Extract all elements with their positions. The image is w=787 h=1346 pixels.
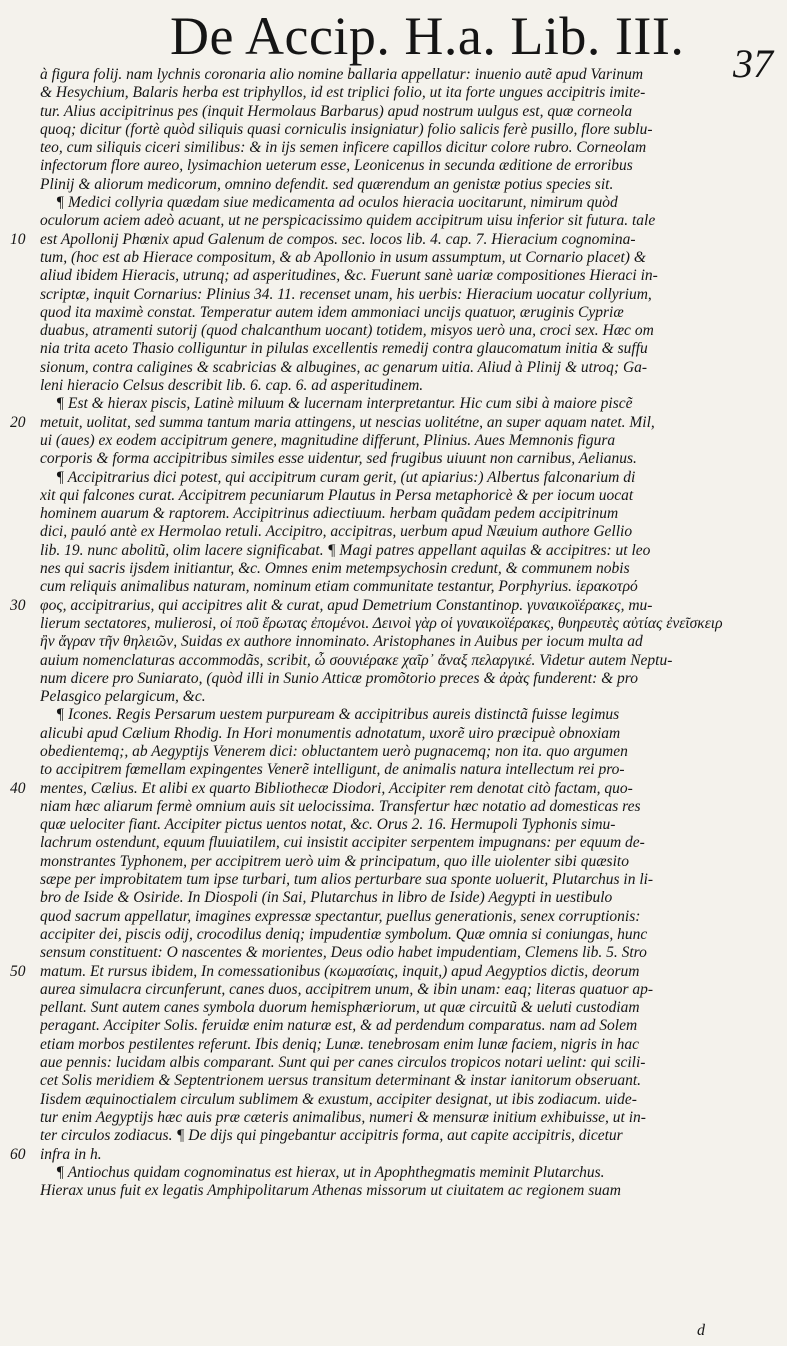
text-line: obedientemq;, ab Aegyptijs Venerem dici: obluctantem uerò pugnacemq; non ita. quo argumen xyxy=(40,742,628,760)
text-line: to accipitrem fœmellam expingentes Venerẽ intelligunt, de animalis natura intellectum rei pro- xyxy=(40,761,625,779)
text-line: matum. Et rursus ibidem, In comessationibus (κωμασίαις, inquit,) apud Aegyptios dictis, deorum xyxy=(40,962,640,980)
text-line: Plinij & aliorum medicorum, omnino defendit. sed quærendum an genistæ potius species sit. xyxy=(40,175,614,193)
signature-mark: d xyxy=(697,1322,705,1339)
text-line: quæ uelociter fiant. Accipiter pictus uentos notat, &c. Orus 2. 16. Hermupoli Typhonis simu- xyxy=(40,816,616,834)
text-line: ¶ Icones. Regis Persarum uestem purpuream & accipitribus aureis distinctã fuisse legimus xyxy=(56,706,620,724)
text-line: est Apollonij Phœnix apud Galenum de compos. sec. locos lib. 4. cap. 7. Hieracium cognomina- xyxy=(40,230,636,248)
text-line: quoq; dicitur (fortè quòd siliquis quasi corniculis insigniatur) folio salicis ferè pusillo, flore sublu- xyxy=(40,120,653,138)
text-line: lierum sectatores, mulierosi, οἱ ποῦ ἔρωτας ἐπομένοι. Δεινοὶ γὰρ οἱ γυναικοϊέρακες, θυηρευτὲς αὐτίας ἐνεῖσκειρ xyxy=(40,614,723,632)
text-line: auium nomenclaturas accommodãs, scribit, ὦ σουνιέρακε χαῖρ᾽ ἄναξ πελαργικέ. Videtur autem Neptu- xyxy=(40,651,673,669)
text-line: cet Solis meridiem & Septentrionem uersus transitum determinant & instar ianitorum obseruant. xyxy=(40,1072,642,1090)
text-line: φος, accipitrarius, qui accipitres alit & curat, apud Demetrium Constantinop. γυναικοϊέρακες, mu- xyxy=(40,596,653,614)
text-line: nia trita aceto Thasio colliguntur in pilulas excellentis remedij contra glaucomatum initia & suffu xyxy=(40,340,648,358)
text-line: Pelasgico pelargicum, &c. xyxy=(40,688,206,706)
text-line: à figura folij. nam lychnis coronaria alio nomine ballaria appellatur: inuenio autẽ apud Varinum xyxy=(40,66,644,83)
text-line: ¶ Antiochus quidam cognominatus est hierax, ut in Apophthegmatis meminit Plutarchus. xyxy=(56,1163,605,1181)
text-line: corporis & forma accipitribus similes esse uidentur, sed frugibus uiuunt non carnibus, Aelianus. xyxy=(40,450,637,468)
text-line: Iisdem æquinoctialem circulum sublimem & exustum, accipiter designat, ut ibis zodiacum. uide- xyxy=(40,1090,637,1108)
text-line: bro de Iside & Osiride. In Diospoli (in Sai, Plutarchus in libro de Iside) Aegypti in uestibulo xyxy=(40,889,613,907)
text-line: peragant. Accipiter Solis. feruidæ enim naturæ est, & ad perdendum comparatus. nam ad Solem xyxy=(40,1017,638,1035)
text-line: aurea simulacra circunferunt, canes duos, accipitrem unum, & ibin unam: eaq; literas quatuor ap- xyxy=(40,980,654,998)
margin-line-number: 40 xyxy=(10,779,26,797)
text-line: metuit, uolitat, sed summa tantum maria attingens, ut nescias uolitétne, an super aquam natet. Mil, xyxy=(40,413,655,431)
text-line: scriptæ, inquit Cornarius: Plinius 34. 11. recenset unam, his uerbis: Hieracium uocatur collyrium, xyxy=(40,285,652,303)
text-line: ¶ Est & hierax piscis, Latinè miluum & lucernam interpretantur. Hic cum sibi à maiore piscẽ xyxy=(56,395,633,413)
margin-line-number: 60 xyxy=(10,1145,26,1163)
text-line: mentes, Cælius. Et alibi ex quarto Bibliothecæ Diodori, Accipiter rem denotat citò factam, quo- xyxy=(40,779,633,797)
text-line: leni hieracio Celsus describit lib. 6. cap. 6. ad asperitudinem. xyxy=(40,377,424,395)
margin-line-number: 20 xyxy=(10,413,26,431)
text-line: Hierax unus fuit ex legatis Amphipolitarum Athenas missorum ut ciuitatem ac regionem suam xyxy=(40,1182,621,1200)
text-line: accipiter dei, piscis odij, crocodilus deniq; impudentiæ symbolum. Quæ omnia si coniungas, hunc xyxy=(40,925,648,943)
body-text xyxy=(40,66,775,1200)
text-line: aue pennis: lucidam albis comparant. Sunt qui per canes circulos tropicos notari uelint: qui scili- xyxy=(40,1054,646,1072)
text-line: sionum, contra caligines & scabricias & albugines, ac genarum uitia. Aliud à Plinij & utroq; Ga- xyxy=(40,358,648,376)
text-line: tum, (hoc est ab Hierace compositum, & ab Apollonio in usum assumptum, ut Cornario placet) & xyxy=(40,248,646,266)
text-line: nes qui sacris ijsdem initiantur, &c. Omnes enim metempsychosin credunt, & communem nobis xyxy=(40,560,630,578)
text-line: tur enim Aegyptijs hæc auis præ cæteris animalibus, numeri & mensuræ initium exhibuisse, ut in- xyxy=(40,1108,646,1126)
text-line: ¶ Medici collyria quædam siue medicamenta ad oculos hieracia uocitarunt, nimirum quòd xyxy=(56,194,618,212)
text-line: teo, cum siliquis ciceri similibus: & in ijs semen inficere capillos dicitur colore rubro. Corneolam xyxy=(40,139,647,157)
text-line: lib. 19. nunc abolitũ, olim lacere significabat. ¶ Magi patres appellant aquilas & accipitres: ut leo xyxy=(40,541,651,559)
text-line: quod ita maximè constat. Temperatur autem idem ammoniaci uncijs quatuor, æruginis Cypriæ xyxy=(40,303,624,321)
text-line: sensum constituent: O nascentes & morientes, Deus odio habet impudentiam, Clemens lib. 5. Stro xyxy=(40,944,647,962)
text-line: infectorum flore aureo, lysimachion ueterum esse, Leonicenus in secunda æditione de erroribus xyxy=(40,157,633,175)
text-line: tur. Alius accipitrinus pes (inquit Hermolaus Barbarus) apud nostrum uulgus est, quæ corneola xyxy=(40,102,633,120)
text-line: monstrantes Typhonem, per accipitrem uerò uim & principatum, quo ille uiolenter sibi quæsito xyxy=(40,852,629,870)
text-line: pellant. Sunt autem canes symbola duorum hemisphæriorum, ut quæ circuitũ & ueluti custodiam xyxy=(40,999,640,1017)
text-line: sæpe per improbitatem tum ipse turbari, tum alios perturbare sua sponte uoluerit, Plutarchus in li- xyxy=(40,871,654,889)
text-line: hominem auarum & raptorem. Accipitrinus adiectiuum. herbam quãdam pedem accipitrinum xyxy=(40,505,619,523)
text-line: etiam morbos pestilentes referunt. Ibis deniq; Lunæ. tenebrosam enim lunæ faciem, nigris in hac xyxy=(40,1035,639,1053)
text-line: num dicere pro Suniarato, (quòd illi in Sunio Atticæ promõtorio preces & ἀρὰς funderent: & pro xyxy=(40,669,639,687)
text-line: & Hesychium, Balaris herba est triphyllos, id est triplici folio, ut ita forte ungues accipitris imite- xyxy=(40,84,646,102)
text-line: duabus, atramenti sutorij (quod chalcanthum uocant) totidem, misyos uerò una, croci sex. Hæc om xyxy=(40,322,654,340)
text-line: ¶ Accipitrarius dici potest, qui accipitrum curam gerit, (ut apiarius:) Albertus falconarium di xyxy=(56,468,636,486)
text-line: alicubi apud Cælium Rhodig. In Hori monumentis adnotatum, uxorẽ uiro præcipuè obnoxiam xyxy=(40,724,621,742)
text-line: xit qui falcones curat. Accipitrem pecuniarum Plautus in Persa metaphoricè & per iocum uocat xyxy=(40,486,634,504)
text-line: lachrum ostendunt, equum fluuiatilem, cui insistit accipiter serpentem impugnans: per equum de- xyxy=(40,834,645,852)
text-line: dici, pauló antè ex Hermolao retuli. Accipitro, accipitras, uerbum apud Næuium authore Gellio xyxy=(40,523,633,541)
text-line: ter circulos zodiacus. ¶ De dijs qui pingebantur accipitris forma, aut capite accipitris, dicetur xyxy=(40,1127,623,1145)
text-line: aliud ibidem Hieracis, utrunq; ad asperitudines, &c. Fuerunt sanè uariæ compositiones Hieraci in- xyxy=(40,267,658,285)
text-line: ἢν ἄγραν τῆν θηλειῶν, Suidas ex authore innominato. Aristophanes in Auibus per iocum multa ad xyxy=(40,633,643,651)
margin-line-number: 30 xyxy=(10,596,26,614)
margin-line-number: 50 xyxy=(10,962,26,980)
margin-line-number: 10 xyxy=(10,230,26,248)
text-line: ui (aues) ex eodem accipitrum genere, magnitudine differunt, Plinius. Aues Memnonis figura xyxy=(40,431,616,449)
text-line: infra in h. xyxy=(40,1145,102,1163)
text-line: oculorum aciem adeò acuant, ut ne perspicacissimo quidem accipitrum uisu inferior sit futura. tale xyxy=(40,212,656,230)
running-title: De Accip. H.a. Lib. III. xyxy=(170,6,685,66)
text-line: cum reliquis animalibus naturam, nominum etiam communitate testantur, Porphyrius. ἱερακοτρό xyxy=(40,578,638,596)
text-line: quod sacrum appellatur, imagines expressæ spectantur, puellus generationis, senex corruptionis: xyxy=(40,907,641,925)
folio-number: 37 xyxy=(733,41,773,86)
text-line: niam hæc aliarum fermè omnium auis sit uelocissima. Transfertur hæc notatio ad domesticas res xyxy=(40,797,641,815)
